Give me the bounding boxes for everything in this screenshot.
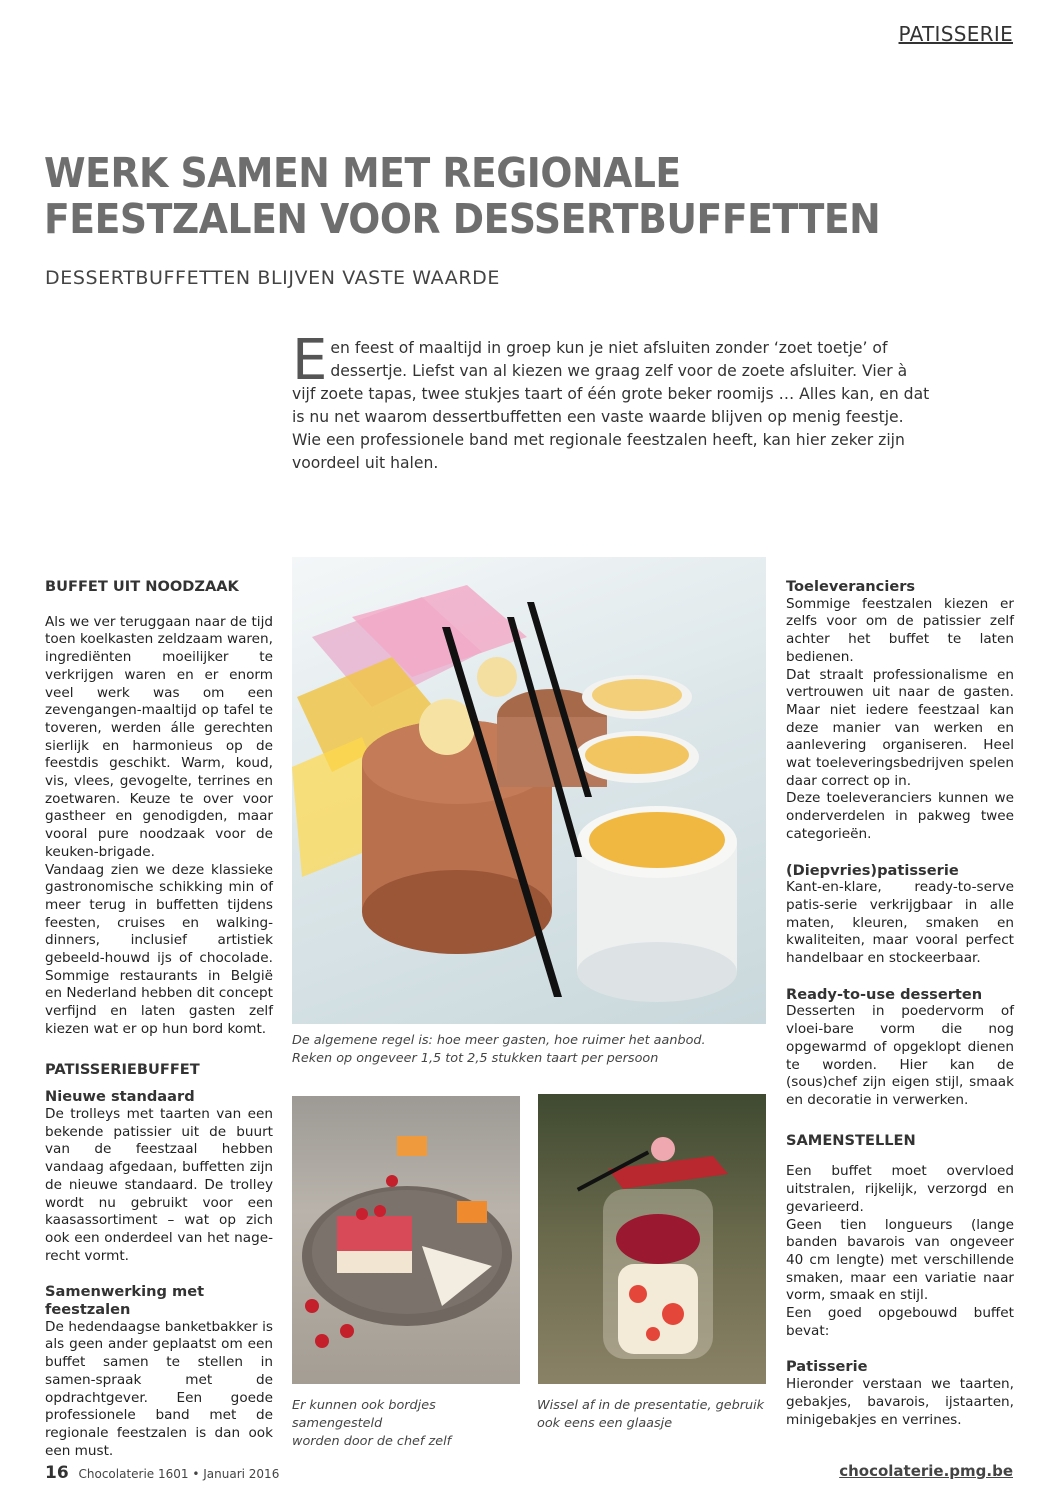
- dessert-cups-illustration: [292, 557, 766, 1024]
- dessert-plate-photo: [292, 1096, 520, 1384]
- dessert-plate-illustration: [292, 1096, 520, 1384]
- glass-photo-caption: [537, 1397, 767, 1433]
- article-title: [44, 150, 927, 242]
- right-column: [786, 578, 1014, 1429]
- subheading-toeleveranciers: Toeleveranciers: [786, 578, 916, 595]
- paragraph: Dat straalt professionalisme en vertrouwen uit naar de gasten. Maar niet iedere feestzaal kan deze manier van werken en aanlevering organiseren. Heel wat toeleveringsbedrijven spelen daar correct op in.: [786, 666, 1014, 789]
- page-footer: [45, 1463, 279, 1483]
- subheading-ready-to-use: Ready-to-use desserten: [786, 985, 983, 1003]
- subheading-patisserie: Patisserie: [786, 1358, 868, 1376]
- issue-label: Chocolaterie 1601 • Januari 2016: [78, 1467, 280, 1481]
- paragraph: Desserten in poedervorm of vloei-bare vorm die nog opgewarmd of opgeklopt dienen te worden. Hier kan de (sous)chef zijn eigen stijl, smaak en decoratie in verwerken.: [786, 1003, 1014, 1108]
- paragraph: Hieronder verstaan we taarten, gebakjes, bavarois, ijstaarten, minigebakjes en verrines.: [786, 1376, 1014, 1428]
- main-photo-caption: [292, 1032, 766, 1068]
- paragraph: Deze toeleveranciers kunnen we onderverdelen in pakweg twee categorieën.: [786, 790, 1014, 842]
- caption-line: Er kunnen ook bordjes samengesteld: [292, 1398, 436, 1431]
- plate-photo-caption: [292, 1397, 520, 1451]
- paragraph: De hedendaagse banketbakker is als geen ander geplaatst om een buffet samen te stellen in samen-spraak met de opdrachtgever. Een goede professionele band met de regionale feestzalen is dan ook een must.: [45, 1318, 273, 1459]
- page-number: 16: [45, 1463, 69, 1483]
- caption-line: worden door de chef zelf: [292, 1434, 452, 1449]
- dessert-glass-illustration: [538, 1094, 766, 1384]
- article-subtitle: DESSERTBUFFETTEN BLIJVEN VASTE WAARDE: [45, 267, 501, 289]
- heading-patisseriebuffet: PATISSERIEBUFFET: [45, 1060, 200, 1078]
- paragraph: Sommige feestzalen kiezen er zelfs voor om de patissier zelf achter het buffet te laten bedienen.: [786, 595, 1014, 665]
- dessert-cups-photo: [292, 557, 766, 1024]
- title-line-1: WERK SAMEN MET REGIONALE: [44, 149, 681, 197]
- section-tag: PATISSERIE: [898, 22, 1013, 46]
- caption-line: Reken op ongeveer 1,5 tot 2,5 stukken taart per persoon: [292, 1051, 659, 1066]
- dessert-glass-photo: [538, 1094, 766, 1384]
- paragraph: Als we ver teruggaan naar de tijd toen koelkasten zeldzaam waren, ingrediënten moeilijker te verkrijgen waren en er enorm veel werk was om een zevengangen-maaltijd op tafel te toveren, werden álle gerechten sierlijk en harmonieus op de feestdis geschikt. Warm, koud, vis, vlees, gevogelte, terrines en zoetwaren. Keuze te over voor gastheer en genodigden, maar vooral pure noodzaak voor de keuken-brigade.: [45, 613, 273, 860]
- heading-samenstellen: SAMENSTELLEN: [786, 1131, 916, 1149]
- subheading-diepvries-patisserie: (Diepvries)patisserie: [786, 861, 959, 879]
- caption-line: ook eens een glaasje: [537, 1416, 673, 1431]
- paragraph: Een goed opgebouwd buffet bevat:: [786, 1305, 1014, 1339]
- heading-buffet-uit-noodzaak: BUFFET UIT NOODZAAK: [45, 578, 239, 595]
- caption-line: De algemene regel is: hoe meer gasten, hoe ruimer het aanbod.: [292, 1033, 706, 1048]
- paragraph: Een buffet moet overvloed uitstralen, rijkelijk, verzorgd en gevarieerd.: [786, 1163, 1014, 1215]
- intro-text: en feest of maaltijd in groep kun je niet afsluiten zonder ‘zoet toetje’ of dessertje. Liefst van al kiezen we graag zelf voor de zoete afsluiter. Vier à vijf zoete tapas, twee stukjes taart of één grote beker roomijs … Alles kan, en dat is nu net waarom dessertbuffetten een vaste waarde blijven op menig feestje. Wie een professionele band met regionale feestzalen heeft, kan hier zeker zijn voordeel uit halen.: [292, 339, 930, 472]
- subheading-nieuwe-standaard: Nieuwe standaard: [45, 1088, 195, 1106]
- left-column: [45, 578, 273, 1460]
- drop-cap: E: [292, 328, 328, 393]
- paragraph: Vandaag zien we deze klassieke gastronomische schikking min of meer terug in buffetten tijdens feesten, cruises en walking-dinners, inclusief artistiek gebeeld-houwd ijs of chocolade. Sommige restaurants in België en Nederland hebben dit concept verfijnd en laten gasten zelf kiezen wat er op hun bord komt.: [45, 861, 273, 1037]
- caption-line: Wissel af in de presentatie, gebruik: [537, 1398, 765, 1413]
- paragraph: Kant-en-klare, ready-to-serve patis-serie verkrijgbaar in alle maten, kleuren, smaken en kwaliteiten, maar vooral perfect handelbaar en stockeerbaar.: [786, 879, 1014, 967]
- intro-paragraph: [292, 328, 932, 475]
- paragraph: De trolleys met taarten van een bekende patissier uit de buurt van de feestzaal hebben vandaag afgedaan, buffetten zijn de nieuwe standaard. De trolley wordt nu gebruikt voor een kaasassortiment – wat op zich ook een onderdeel van het nage-recht vormt.: [45, 1105, 273, 1264]
- paragraph: Geen tien longueurs (lange banden bavarois van ongeveer 40 cm lengte) met verschillende smaken, maar een variatie naar vorm, smaak en stijl.: [786, 1216, 1014, 1304]
- subheading-samenwerking: Samenwerking met feestzalen: [45, 1283, 205, 1319]
- title-line-2: FEESTZALEN VOOR DESSERTBUFFETTEN: [44, 195, 881, 243]
- website-link[interactable]: chocolaterie.pmg.be: [839, 1462, 1013, 1480]
